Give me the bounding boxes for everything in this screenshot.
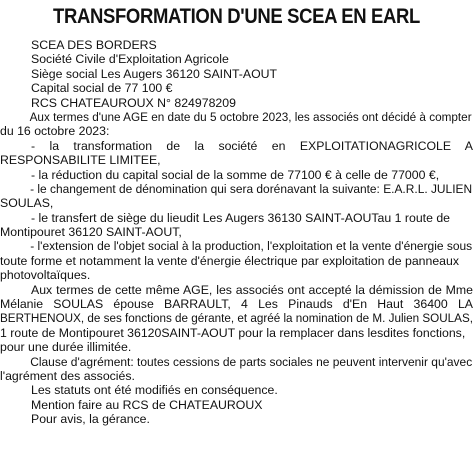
notice-title: TRANSFORMATION D'UNE SCEA EN EARL [53, 4, 420, 28]
bullet-line: SOULAS, [0, 196, 54, 211]
paragraph-line: Mélanie SOULAS épouse BARRAULT, 4 Les Pinauds d'En Haut 36400 LA [0, 297, 473, 312]
bullet-line: - l'extension de l'objet social à la production, l'exploitation et la vente d'énergie sous [30, 239, 473, 254]
paragraph-line: 1 route de Montipouret 36120SAINT-AOUT pour la remplacer dans lesdites fonctions, [0, 325, 466, 340]
paragraph-line: Clause d'agrément: toutes cessions de parts sociales ne peuvent intervenir qu'avec [30, 354, 473, 369]
bullet-line: RESPONSABILITE LIMITEE, [0, 153, 161, 168]
paragraph-line: BERTHENOUX, de ses fonctions de gérante, et agréé la nomination de M. Julien SOULAS, [0, 311, 473, 326]
bullet-line: - le changement de dénomination qui sera dorénavant la suivante: E.A.R.L. JULIEN [30, 181, 473, 196]
paragraph-line: Aux termes de cette même AGE, les associés ont accepté la démission de Mme [31, 282, 473, 297]
paragraph-line: Aux termes d'une AGE en date du 5 octobre 2023, les associés ont décidé à compter [29, 109, 472, 124]
paragraph-line: Mention faire au RCS de CHATEAUROUX [31, 397, 263, 412]
paragraph-line: pour une durée illimitée. [0, 340, 132, 355]
company-name: SCEA DES BORDERS [31, 38, 157, 52]
bullet-line: - la réduction du capital social de la somme de 77100 € à celle de 77000 €, [31, 167, 440, 182]
company-form: Société Civile d'Exploitation Agricole [31, 52, 229, 67]
bullet-line: photovoltaïques. [0, 268, 91, 283]
bullet-line: toute forme et notamment la vente d'énergie électrique par exploitation de panneaux [0, 253, 459, 268]
signature-line: Pour avis, la gérance. [31, 412, 150, 427]
registered-office: Siège social Les Augers 36120 SAINT-AOUT [31, 66, 278, 81]
rcs-number: RCS CHATEAUROUX N° 824978209 [31, 95, 236, 110]
paragraph-line: Les statuts ont été modifiés en conséquence. [31, 383, 278, 398]
bullet-line: Montipouret 36120 SAINT-AOUT, [0, 225, 182, 240]
bullet-line: - la transformation de la société en EXPLOITATIONAGRICOLE A [31, 138, 473, 153]
bullet-line: - le transfert de siège du lieudit Les Augers 36130 SAINT-AOUTau 1 route de [31, 210, 451, 225]
paragraph-line: l'agrément des associés. [0, 368, 135, 383]
paragraph-line: du 16 octobre 2023: [0, 124, 110, 139]
share-capital: Capital social de 77 100 € [31, 81, 173, 96]
notice-body [0, 38, 473, 427]
